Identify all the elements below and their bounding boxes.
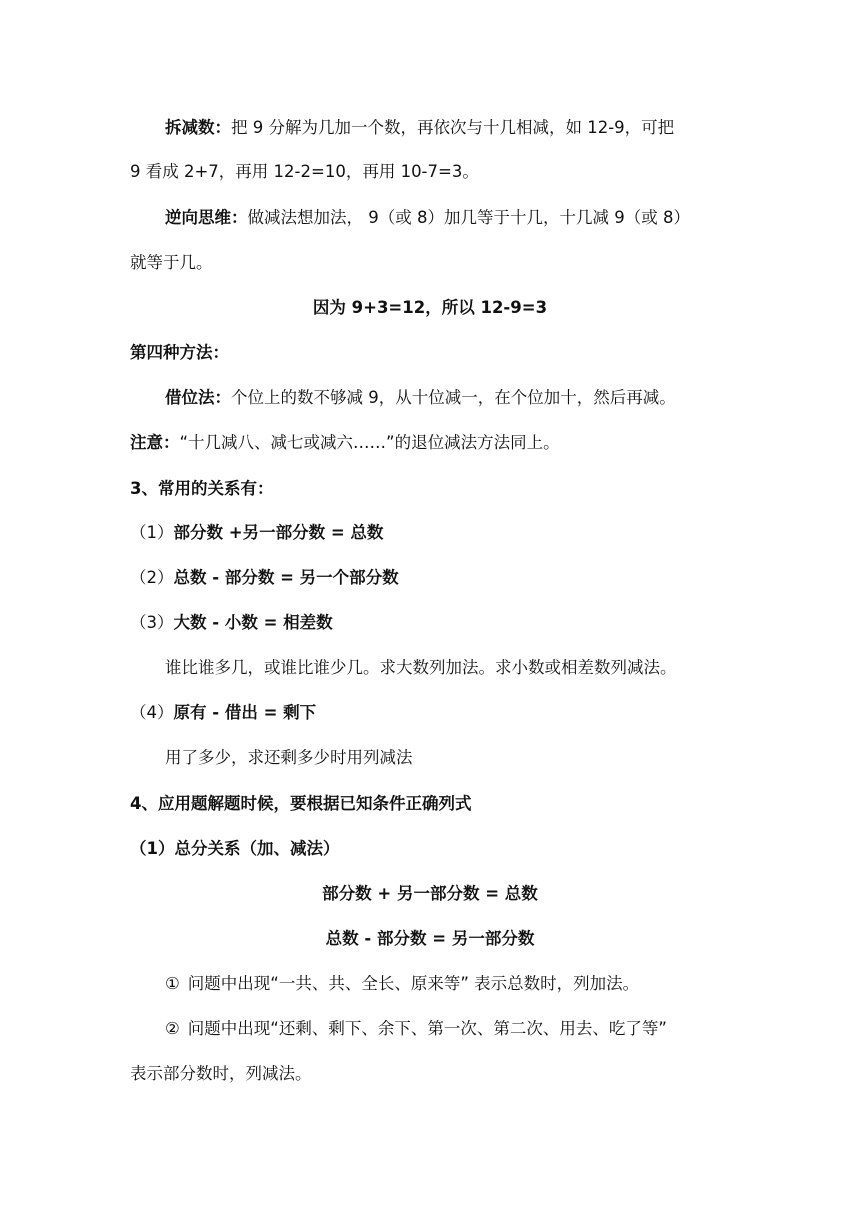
text-split-subtrahend-2: 9 看成 2+7，再用 12-2=10，再用 10-7=3。 [130, 162, 479, 181]
relation-2 [130, 566, 399, 590]
formula-part: 总数 - 部分数 = 另一部分数 [325, 929, 535, 948]
relation-3-text: 大数 - 小数 = 相差数 [173, 613, 333, 632]
text-borrow-method: 个位上的数不够减 9，从十位减一，在个位加十，然后再减。 [231, 388, 676, 407]
para-borrow-method [165, 386, 676, 410]
relation-1-text: 部分数 +另一部分数 = 总数 [173, 523, 384, 542]
subheading-total-part: （1）总分关系（加、减法） [130, 839, 340, 858]
text-split-subtrahend-1: 把 9 分解为几加一个数，再依次与十几相减，如 12-9，可把 [231, 118, 675, 137]
heading-section-4: 4、应用题解题时候，要根据已知条件正确列式 [130, 794, 472, 813]
relation-4 [130, 701, 316, 725]
relation-3 [130, 611, 333, 635]
para-note [130, 431, 560, 455]
relation-3-note: 谁比谁多几，或谁比谁少几。求大数列加法。求小数或相差数列减法。 [165, 658, 677, 677]
relation-4-text: 原有 - 借出 = 剩下 [173, 703, 317, 722]
text-note: “十几减八、减七或减六……”的退位减法方法同上。 [179, 433, 560, 452]
heading-section-3: 3、常用的关系有： [130, 479, 274, 498]
heading-method-four: 第四种方法： [130, 343, 229, 362]
para-reverse-thinking [165, 206, 690, 230]
relation-1-number: （1） [130, 523, 174, 542]
label-borrow-method: 借位法： [165, 388, 231, 407]
label-split-subtrahend: 拆减数： [165, 118, 231, 137]
list-item-2-text-a: 问题中出现“还剩、剩下、余下、第一次、第二次、用去、吃了等” [187, 1019, 667, 1038]
list-item-2 [165, 1017, 667, 1041]
list-item-2-marker: ② [165, 1019, 180, 1038]
list-item-1-text: 问题中出现“一共、共、全长、原来等” 表示总数时，列加法。 [187, 974, 640, 993]
relation-3-number: （3） [130, 613, 174, 632]
relation-1 [130, 521, 383, 545]
list-item-2-text-b: 表示部分数时，列减法。 [130, 1064, 312, 1083]
relation-4-note: 用了多少，求还剩多少时用列减法 [165, 748, 413, 767]
label-note: 注意： [130, 433, 180, 452]
text-reverse-thinking-1: 做减法想加法， 9（或 8）加几等于十几，十几减 9（或 8） [247, 208, 690, 227]
list-item-1 [165, 972, 639, 996]
text-reverse-thinking-2: 就等于几。 [130, 253, 213, 272]
para-split-subtrahend [165, 116, 674, 140]
relation-4-number: （4） [130, 703, 174, 722]
label-reverse-thinking: 逆向思维： [165, 208, 248, 227]
relation-2-text: 总数 - 部分数 = 另一个部分数 [173, 568, 399, 587]
list-item-1-marker: ① [165, 974, 180, 993]
relation-2-number: （2） [130, 568, 174, 587]
formula-example: 因为 9+3=12，所以 12-9=3 [312, 298, 548, 317]
formula-total: 部分数 + 另一部分数 = 总数 [322, 884, 538, 903]
